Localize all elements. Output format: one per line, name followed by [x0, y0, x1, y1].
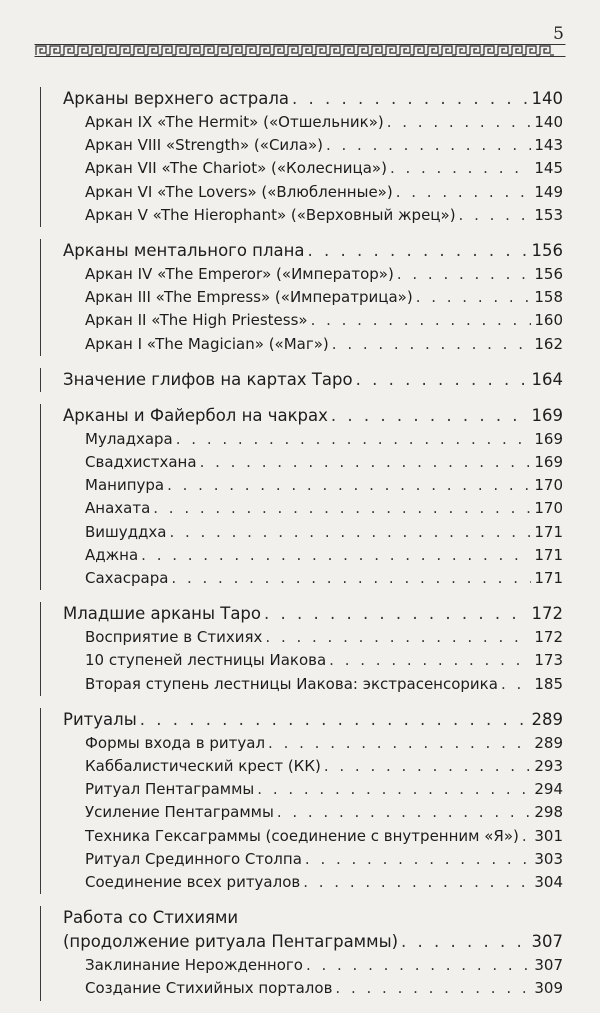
toc-item — [85, 778, 563, 801]
dot-leader — [306, 954, 531, 977]
dot-leader — [459, 204, 532, 227]
table-of-contents — [40, 87, 563, 1013]
toc-section — [40, 906, 563, 1000]
dot-leader — [303, 871, 531, 894]
dot-leader — [257, 778, 531, 801]
entry-page-number: 173 — [534, 651, 563, 670]
toc-item — [85, 157, 563, 180]
dot-leader — [268, 732, 531, 755]
entry-title: Анахата — [85, 499, 151, 518]
dot-leader — [335, 977, 531, 1000]
dot-leader — [329, 649, 531, 672]
entry-title: (продолжение ритуала Пентаграммы) — [63, 932, 399, 952]
entry-page-number: 170 — [534, 499, 563, 518]
section-heading-line: Работа со Стихиями — [63, 908, 239, 928]
toc-item — [85, 333, 563, 356]
section-heading — [63, 239, 563, 263]
toc-item — [85, 111, 563, 134]
entry-title: Арканы и Файербол на чакрах — [63, 405, 328, 425]
toc-section — [40, 708, 563, 894]
dot-leader — [331, 404, 529, 428]
dot-leader — [401, 930, 528, 954]
entry-title: Вишуддха — [85, 522, 167, 541]
entry-title: Создание Стихийных порталов — [85, 979, 333, 998]
entry-page-number: 171 — [534, 522, 563, 541]
dot-leader — [326, 134, 531, 157]
toc-item — [85, 497, 563, 520]
toc-item — [85, 871, 563, 894]
toc-item — [85, 286, 563, 309]
entry-page-number: 160 — [534, 311, 563, 330]
section-heading — [63, 708, 563, 732]
dot-leader — [171, 567, 531, 590]
entry-page-number: 149 — [534, 182, 563, 201]
toc-item — [85, 848, 563, 871]
section-heading — [63, 368, 563, 392]
entry-page-number: 293 — [534, 757, 563, 776]
toc-item — [85, 954, 563, 977]
entry-title: Ритуалы — [63, 709, 137, 729]
entry-title: Аркан IV «The Emperor» («Император») — [85, 265, 394, 284]
entry-title: Аркан VIII «Strength» («Сила») — [85, 136, 323, 155]
toc-item — [85, 977, 563, 1000]
entry-page-number: 164 — [531, 369, 563, 389]
entry-page-number: 309 — [534, 979, 563, 998]
dot-leader — [169, 521, 531, 544]
entry-title: Манипура — [85, 476, 165, 495]
dot-leader — [522, 825, 531, 848]
dot-leader — [141, 544, 531, 567]
entry-page-number: 169 — [534, 429, 563, 448]
entry-title: Техника Гексаграммы (соединение с внутренним «Я») — [85, 826, 519, 845]
entry-page-number: 307 — [531, 932, 563, 952]
dot-leader — [265, 626, 531, 649]
entry-title: Заклинание Нерожденного — [85, 956, 303, 975]
toc-item — [85, 263, 563, 286]
entry-title: Аркан III «The Empress» («Императрица») — [85, 288, 413, 307]
entry-page-number: 169 — [531, 405, 563, 425]
dot-leader — [324, 755, 532, 778]
dot-leader — [387, 111, 532, 134]
entry-title: Значение глифов на картах Таро — [63, 369, 353, 389]
entry-title: Ритуал Пентаграммы — [85, 780, 255, 799]
dot-leader — [153, 497, 531, 520]
entry-page-number: 171 — [534, 545, 563, 564]
toc-item — [85, 428, 563, 451]
section-heading — [63, 602, 563, 626]
toc-section — [40, 404, 563, 590]
entry-title: Аркан VII «The Chariot» («Колесница») — [85, 159, 387, 178]
entry-title: Каббалистический крест (КК) — [85, 757, 321, 776]
dot-leader — [305, 848, 531, 871]
toc-item — [85, 181, 563, 204]
toc-item — [85, 649, 563, 672]
entry-title: Аркан VI «The Lovers» («Влюбленные») — [85, 182, 393, 201]
toc-item — [85, 474, 563, 497]
entry-title: Свадхистхана — [85, 453, 197, 472]
toc-item — [85, 544, 563, 567]
entry-page-number: 156 — [531, 241, 563, 261]
entry-title: Аркан I «The Magician» («Маг») — [85, 334, 329, 353]
entry-page-number: 172 — [531, 604, 563, 624]
entry-title: Арканы ментального плана — [63, 241, 305, 261]
entry-page-number: 162 — [534, 334, 563, 353]
toc-item — [85, 451, 563, 474]
toc-section — [40, 368, 563, 392]
dot-leader — [311, 309, 532, 332]
entry-page-number: 294 — [534, 780, 563, 799]
entry-page-number: 145 — [534, 159, 563, 178]
dot-leader — [200, 451, 532, 474]
entry-title: Соединение всех ритуалов — [85, 873, 301, 892]
dot-leader — [308, 239, 529, 263]
entry-title: Ритуал Срединного Столпа — [85, 849, 302, 868]
dot-leader — [140, 708, 529, 732]
dot-leader — [396, 181, 532, 204]
toc-item — [85, 755, 563, 778]
entry-page-number: 298 — [534, 803, 563, 822]
toc-item — [85, 134, 563, 157]
dot-leader — [332, 333, 532, 356]
dot-leader — [167, 474, 531, 497]
entry-page-number: 304 — [534, 873, 563, 892]
greek-key-border — [34, 44, 566, 57]
entry-page-number: 307 — [534, 956, 563, 975]
entry-title: Формы входа в ритуал — [85, 733, 266, 752]
entry-page-number: 143 — [534, 136, 563, 155]
entry-page-number: 169 — [534, 453, 563, 472]
entry-title: Усиление Пентаграммы — [85, 803, 274, 822]
section-heading — [63, 404, 563, 428]
entry-page-number: 289 — [531, 709, 563, 729]
toc-item — [85, 673, 563, 696]
entry-title: Аркан V «The Hierophant» («Верховный жрец») — [85, 205, 456, 224]
entry-page-number: 303 — [534, 849, 563, 868]
entry-title: Аркан IX «The Hermit» («Отшельник») — [85, 113, 384, 131]
entry-page-number: 172 — [534, 628, 563, 647]
toc-section — [40, 87, 563, 227]
entry-title: Вторая ступень лестницы Иакова: экстрасенсорика — [85, 674, 498, 693]
entry-page-number: 140 — [531, 89, 563, 108]
entry-page-number: 156 — [534, 265, 563, 284]
toc-item — [85, 567, 563, 590]
entry-title: Аркан II «The High Priestess» — [85, 311, 308, 330]
dot-leader — [264, 602, 529, 626]
entry-page-number: 153 — [534, 205, 563, 224]
page-number: 5 — [553, 24, 564, 44]
entry-title: 10 ступеней лестницы Иакова — [85, 651, 327, 670]
dot-leader — [292, 87, 529, 111]
entry-title: Восприятие в Стихиях — [85, 628, 263, 647]
entry-title: Арканы верхнего астрала — [63, 89, 289, 108]
entry-title: Муладхара — [85, 429, 173, 448]
toc-item — [85, 825, 563, 848]
dot-leader — [277, 801, 532, 824]
toc-item — [85, 626, 563, 649]
section-heading — [63, 87, 563, 111]
dot-leader — [416, 286, 532, 309]
entry-page-number: 158 — [534, 288, 563, 307]
toc-item — [85, 801, 563, 824]
toc-item — [85, 521, 563, 544]
toc-item — [85, 204, 563, 227]
entry-title: Сахасрара — [85, 569, 169, 588]
entry-title: Аджна — [85, 545, 139, 564]
toc-section — [40, 239, 563, 356]
entry-page-number: 185 — [534, 674, 563, 693]
dot-leader — [176, 428, 532, 451]
entry-page-number: 170 — [534, 476, 563, 495]
entry-title: Младшие арканы Таро — [63, 604, 261, 624]
section-heading — [63, 930, 563, 954]
toc-section — [40, 602, 563, 696]
dot-leader — [501, 673, 531, 696]
dot-leader — [390, 157, 531, 180]
toc-item — [85, 732, 563, 755]
entry-page-number: 301 — [534, 826, 563, 845]
toc-item — [85, 309, 563, 332]
entry-page-number: 289 — [534, 733, 563, 752]
dot-leader — [356, 368, 529, 392]
entry-page-number: 140 — [534, 113, 563, 131]
entry-page-number: 171 — [534, 569, 563, 588]
dot-leader — [397, 263, 532, 286]
